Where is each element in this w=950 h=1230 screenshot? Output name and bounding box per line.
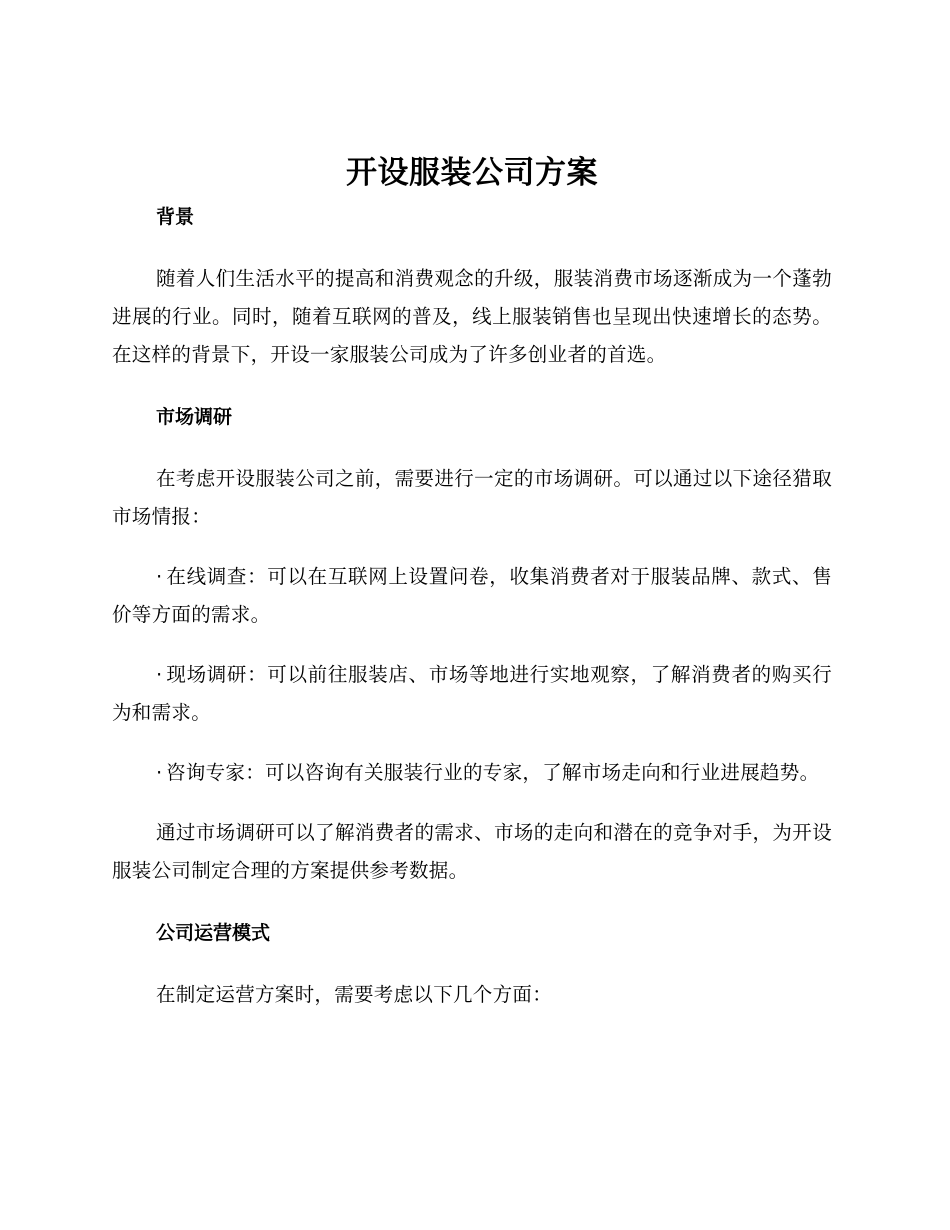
section-heading-operation-model: 公司运营模式: [156, 922, 271, 944]
bullet-text: 现场调研：可以前往服装店、市场等地进行实地观察，了解消费者的购买行为和需求。: [112, 663, 832, 724]
document-title: 开设服装公司方案: [346, 155, 598, 191]
market-research-conclusion: 通过市场调研可以了解消费者的需求、市场的走向和潜在的竞争对手，为开设服装公司制定合理的方案提供参考数据。: [112, 821, 832, 882]
background-paragraph: 随着人们生活水平的提高和消费观念的升级，服装消费市场逐渐成为一个蓬勃进展的行业。同时，随着互联网的普及，线上服装销售也呈现出快速增长的态势。在这样的背景下，开设一家服装公司成为了许多创业者的首选。: [112, 267, 832, 366]
bullet-text: 咨询专家：可以咨询有关服装行业的专家，了解市场走向和行业进展趋势。: [166, 761, 820, 784]
bullet-item-online-survey: [112, 558, 832, 634]
bullet-icon: ·: [156, 761, 163, 784]
document-content: [112, 150, 832, 1014]
operation-model-intro: 在制定运营方案时，需要考虑以下几个方面：: [156, 983, 553, 1006]
market-research-intro: 在考虑开设服装公司之前，需要进行一定的市场调研。可以通过以下途径猎取市场情报：: [112, 467, 832, 528]
bullet-text: 在线调查：可以在互联网上设置问卷，收集消费者对于服装品牌、款式、售价等方面的需求。: [112, 565, 832, 626]
bullet-item-field-research: [112, 656, 832, 732]
section-heading-background: 背景: [156, 206, 195, 228]
bullet-icon: ·: [156, 663, 163, 686]
section-heading-market-research: 市场调研: [156, 406, 233, 428]
bullet-icon: ·: [156, 565, 163, 588]
bullet-item-expert-consulting: [112, 754, 832, 792]
